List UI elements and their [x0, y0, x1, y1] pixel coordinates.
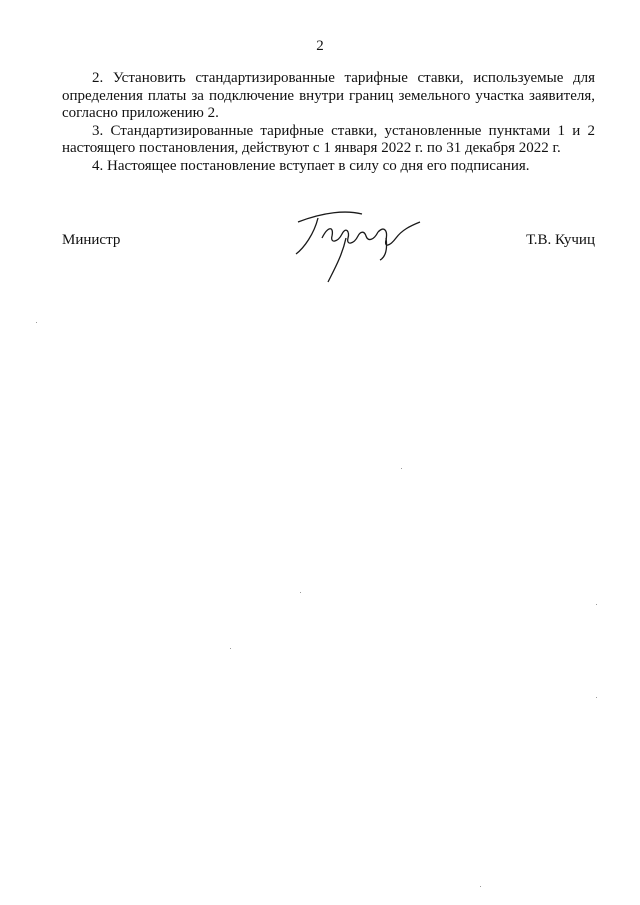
signature-block	[62, 230, 595, 300]
scan-speck	[230, 648, 231, 649]
document-body	[62, 70, 595, 175]
paragraph-4: 4. Настоящее постановление вступает в силу со дня его подписания.	[92, 157, 530, 174]
scan-speck	[596, 604, 597, 605]
scan-speck	[36, 322, 37, 323]
signatory-title: Министр	[62, 232, 121, 248]
handwritten-signature-icon	[284, 208, 424, 288]
paragraph-2: 2. Установить стандартизированные тарифные ставки, используемые для определения платы за подключение внутри границ земельного участка заявителя, согласно приложению 2.	[62, 70, 595, 121]
scan-speck	[596, 697, 597, 698]
page-number: 2	[316, 38, 324, 54]
scan-speck	[300, 592, 301, 593]
paragraph-3: 3. Стандартизированные тарифные ставки, установленные пунктами 1 и 2 настоящего постановления, действуют с 1 января 2022 г. по 31 декабря 2022 г.	[62, 122, 595, 156]
signatory-name: Т.В. Кучиц	[526, 232, 595, 248]
scan-speck	[480, 886, 481, 887]
scan-speck	[401, 468, 402, 469]
